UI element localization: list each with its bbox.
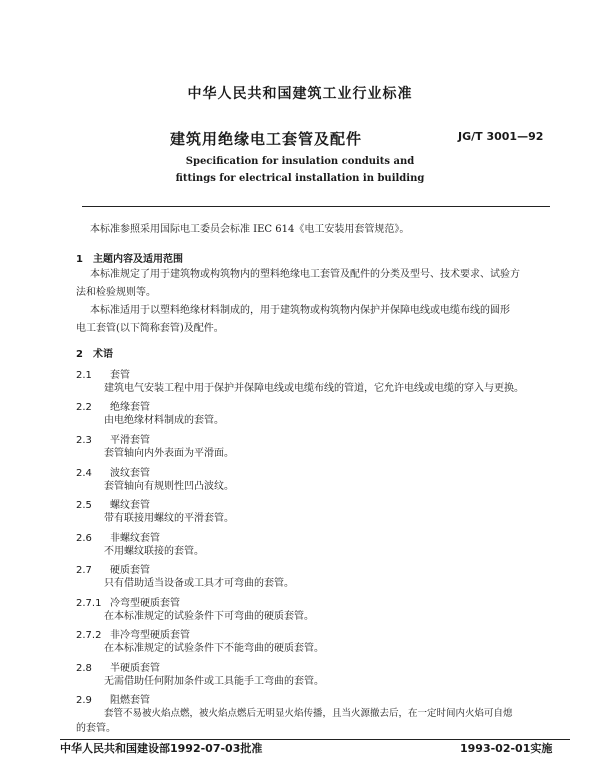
term-definition: 套管轴向有规则性凹凸波纹。 [104,481,234,492]
term-name: 半硬质套管 [110,663,160,674]
term-definition: 套管轴向内外表面为平滑面。 [104,448,234,459]
term-heading [76,594,180,609]
term-heading [76,464,150,479]
term-heading [76,626,190,641]
term-name: 波纹套管 [110,468,150,479]
standard-category-header: 中华人民共和国建筑工业行业标准 [187,86,413,102]
term-number: 2.7.1 [76,598,102,609]
term-number: 2.9 [76,695,92,706]
term-number: 2.5 [76,500,92,511]
term-definition: 由电绝缘材料制成的套管。 [104,415,224,426]
term-name: 冷弯型硬质套管 [110,598,180,609]
term-heading [76,691,150,706]
term-number: 2.7 [76,565,92,576]
term-name: 硬质套管 [110,565,150,576]
approval-date: 中华人民共和国建设部1992-07-03批准 [60,742,263,755]
term-name: 绝缘套管 [110,402,150,413]
section-1-p1-line2: 法和检验规则等。 [76,287,156,298]
term-heading [76,398,150,413]
term-number: 2.3 [76,435,92,446]
term-definition-continuation: 的套管。 [76,723,116,734]
section-1-p2-line1: 本标准适用于以塑料绝缘材料制成的，用于建筑物或构筑物内保护并保障电线或电缆布线的圆形 [90,305,510,316]
standard-code: JG/T 3001—92 [458,130,544,143]
term-definition: 不用螺纹联接的套管。 [104,546,204,557]
section-2-heading: 2 术语 [76,349,113,360]
term-number: 2.7.2 [76,630,102,641]
term-name: 阻燃套管 [110,695,150,706]
term-definition: 在本标准规定的试验条件下不能弯曲的硬质套管。 [104,643,324,654]
term-heading [76,561,150,576]
term-number: 2.4 [76,468,92,479]
section-1-heading: 1 主题内容及适用范围 [76,254,183,265]
intro-paragraph: 本标准参照采用国际电工委员会标准 IEC 614《电工安装用套管规范》。 [90,224,410,235]
section-1-p1-line1: 本标准规定了用于建筑物或构筑物内的塑料绝缘电工套管及配件的分类及型号、技术要求、试验方 [90,269,520,280]
term-heading [76,366,130,381]
section-1-p2-line2: 电工套管(以下简称套管)及配件。 [76,323,224,334]
term-heading [76,431,150,446]
english-title-line-1: Specification for insulation conduits and [185,156,415,167]
term-name: 螺纹套管 [110,500,150,511]
term-number: 2.8 [76,663,92,674]
term-heading [76,529,160,544]
term-number: 2.1 [76,370,92,381]
term-heading [76,659,160,674]
term-name: 非螺纹套管 [110,533,160,544]
term-name: 非冷弯型硬质套管 [110,630,190,641]
term-name: 平滑套管 [110,435,150,446]
term-name: 套管 [110,370,130,381]
term-number: 2.2 [76,402,92,413]
implementation-date: 1993-02-01实施 [460,742,553,755]
document-title: 建筑用绝缘电工套管及配件 [170,130,363,148]
term-definition: 在本标准规定的试验条件下可弯曲的硬质套管。 [104,611,314,622]
english-title-line-2: fittings for electrical installation in building [175,173,425,184]
term-definition: 无需借助任何附加条件或工具能手工弯曲的套管。 [104,676,324,687]
term-definition: 建筑电气安装工程中用于保护并保障电线或电缆布线的管道，它允许电线或电缆的穿入与更换。 [104,383,524,394]
term-definition: 只有借助适当设备或工具才可弯曲的套管。 [104,578,294,589]
term-definition: 套管不易被火焰点燃，被火焰点燃后无明显火焰传播，且当火源撤去后，在一定时间内火焰可自熄 [104,708,513,719]
term-heading [76,496,150,511]
term-definition: 带有联接用螺纹的平滑套管。 [104,513,234,524]
header-divider [82,206,550,207]
term-number: 2.6 [76,533,92,544]
